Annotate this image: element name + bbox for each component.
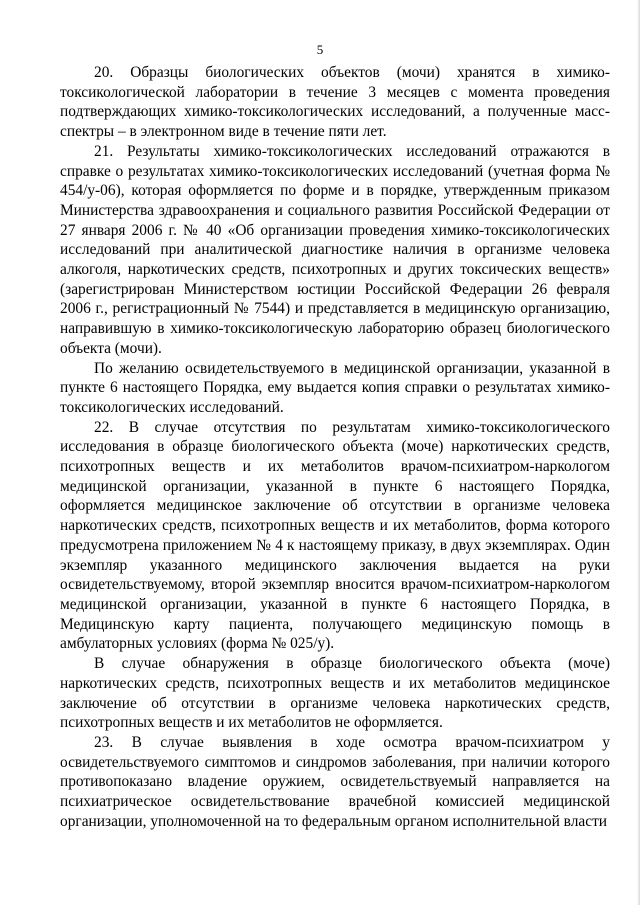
page-number: 5 bbox=[316, 42, 324, 57]
paragraph-20: 20. Образцы биологических объектов (мочи) хранятся в химико-токсикологической лаборатории в течение 3 месяцев с момента проведения подтверждающих химико-токсикологических исследований, а полученные масс-спектры – в электронном виде в течение пяти лет. bbox=[60, 64, 610, 141]
paragraph-21: 21. Результаты химико-токсикологических исследований отражаются в справке о результатах химико-токсикологических исследований (учетная форма № 454/у-06), которая оформляется по форме и в порядке, утвержденным приказом Министерства здравоохранения и социального развития Российской Федерации от 27 января 2006 г. № 40 «Об организации проведения химико-токсикологических исследований при аналитической диагностике наличия в организме человека алкоголя, наркотических средств, психотропных и других токсических веществ» (зарегистрирован Министерством юстиции Российской Федерации 26 февраля 2006 г., регистрационный № 7544) и представляется в медицинскую организацию, направившую в химико-токсикологическую лабораторию образец биологического объекта (мочи). bbox=[60, 142, 610, 357]
document-body bbox=[60, 63, 610, 831]
paragraph-22-positive-result: В случае обнаружения в образце биологического объекта (моче) наркотических средств, психотропных веществ и их метаболитов медицинское заключение об отсутствии в организме человека наркотических средств, психотропных веществ и их метаболитов не оформляется. bbox=[60, 655, 610, 732]
paragraph-21-copy-request: По желанию освидетельствуемого в медицинской организации, указанной в пункте 6 настоящего Порядка, ему выдается копия справки о результатах химико-токсикологических исследований. bbox=[60, 359, 610, 416]
paragraph-23: 23. В случае выявления в ходе осмотра врачом-психиатром у освидетельствуемого симптомов и синдромов заболевания, при наличии которого противопоказано владение оружием, освидетельствуемый направляется на психиатрическое освидетельствование врачебной комиссией медицинской организации, уполномоченной на то федеральным органом исполнительной власти bbox=[60, 733, 610, 830]
paragraph-22: 22. В случае отсутствия по результатам химико-токсикологического исследования в образце биологического объекта (моче) наркотических средств, психотропных веществ и их метаболитов врачом-психиатром-наркологом медицинской организации, указанной в пункте 6 настоящего Порядка, оформляется медицинское заключение об отсутствии в организме человека наркотических средств, психотропных веществ и их метаболитов, форма которого предусмотрена приложением № 4 к настоящему приказу, в двух экземплярах. Один экземпляр указанного медицинского заключения выдается на руки освидетельствуемому, второй экземпляр вносится врачом-психиатром-наркологом медицинской организации, указанной в пункте 6 настоящего Порядка, в Медицинскую карту пациента, получающего медицинскую помощь в амбулаторных условиях (форма № 025/у). bbox=[60, 418, 610, 653]
